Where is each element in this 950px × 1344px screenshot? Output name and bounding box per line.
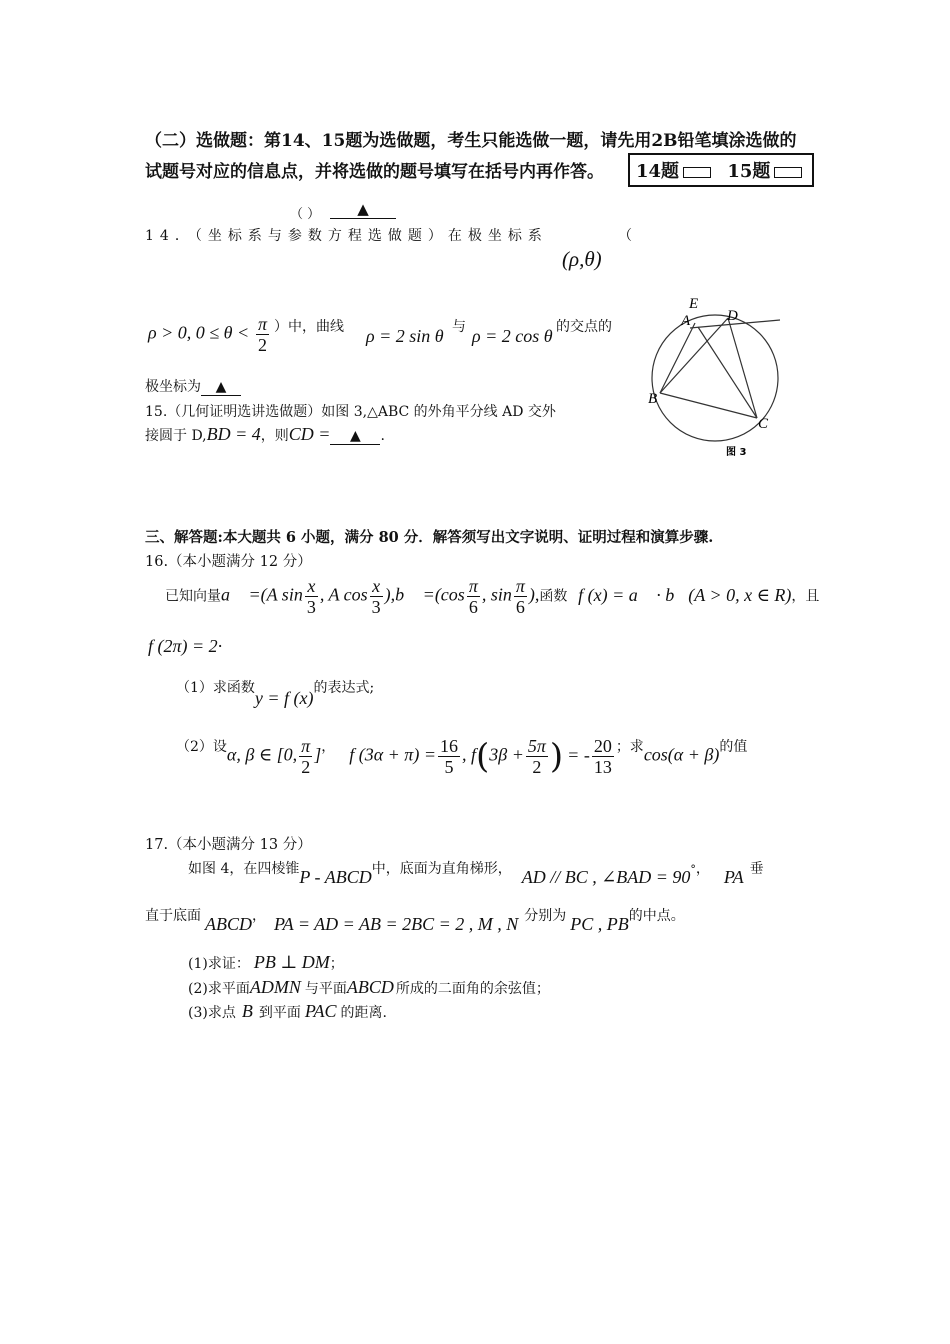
label-b: B xyxy=(648,391,658,407)
choice-paren: （ ） xyxy=(290,207,321,222)
q14-text-mid: ）中，曲线 xyxy=(274,319,344,335)
q17-lengths: PA = AD = AB = 2BC = 2 , M , N xyxy=(274,914,519,934)
q16-given-line xyxy=(165,576,819,617)
q16-p2-close: ] xyxy=(314,744,322,765)
q14-condition xyxy=(148,314,271,355)
q16-p1-label: （1）求函数 xyxy=(176,680,255,696)
q16-p2-pi-over-2 xyxy=(299,736,312,777)
label-a: A xyxy=(681,313,691,329)
q17-parallel: AD // BC , ∠BAD = 90 xyxy=(521,867,691,887)
q17-pcpb: PC , PB xyxy=(570,914,629,934)
line-bc xyxy=(660,393,757,418)
q14-open-paren: （ xyxy=(618,228,632,244)
choice-answer-blank[interactable] xyxy=(330,200,396,219)
q17-l1-pre: 如图 4，在四棱锥 xyxy=(188,861,300,877)
q14-two: 2 xyxy=(257,335,267,355)
triangle-icon: ▲ xyxy=(350,428,361,444)
q17-l2-pre: 直于底面 xyxy=(145,908,201,924)
q14-cond-expr: ρ > 0, 0 ≤ θ < xyxy=(148,322,250,343)
q16-six: 6 xyxy=(515,597,525,617)
q17-chui: 垂 xyxy=(749,861,764,877)
section2-line2: 试题号对应的信息点，并将选做的题号填写在括号内再作答。 xyxy=(145,162,604,182)
q16-20-over-13 xyxy=(592,736,614,777)
q14-answer-blank[interactable] xyxy=(201,379,241,396)
line-dc xyxy=(728,318,757,418)
q16-p2-label: （2）设 xyxy=(176,738,227,755)
q17-s3-b: B xyxy=(241,1001,253,1021)
q16-three: 3 xyxy=(306,597,316,617)
q14-curve2: ρ = 2 cos θ xyxy=(472,326,553,346)
q16-six: 6 xyxy=(468,597,478,617)
q16-a-mid: , A cos xyxy=(319,584,368,605)
q16-two: 2 xyxy=(532,757,542,777)
q16-close: ), xyxy=(528,584,540,605)
q15-answer-blank[interactable] xyxy=(330,428,380,445)
section2-line1: （二）选做题：第14、15题为选做题，考生只能选做一题，请先用2B铅笔填涂选做的 xyxy=(145,131,797,151)
q16-5pi-over-2 xyxy=(526,736,548,777)
q16-cos-ab: cos(α + β) xyxy=(643,744,720,765)
q17-abcd: ABCD xyxy=(205,914,252,934)
q17-title: 17.（本小题满分 13 分） xyxy=(145,837,312,853)
q15-bd: BD = 4 xyxy=(206,424,261,444)
q16-twenty: 20 xyxy=(593,736,612,756)
q17-s3-mid: 到平面 xyxy=(258,1005,301,1021)
figure-caption: 图 3 xyxy=(726,447,747,458)
q16-p1-expr: y = f (x) xyxy=(254,688,314,708)
q16-func: 函数 xyxy=(539,588,568,605)
q16-given: 已知向量 xyxy=(165,588,221,605)
q16-p2-comma: ， xyxy=(321,738,336,755)
q16-sixteen: 16 xyxy=(439,736,458,756)
q17-deg: ° xyxy=(690,863,696,876)
q16-eq-neg: = - xyxy=(567,744,590,765)
q14-curve1: ρ = 2 sin θ xyxy=(366,326,444,346)
q16-pi-over-6-b xyxy=(514,576,527,617)
q16-qiu: ；求 xyxy=(615,738,644,755)
q16-pi-over-6-a xyxy=(467,576,480,617)
q16-p1-end: 的表达式; xyxy=(313,680,375,696)
q16-x: x xyxy=(370,576,383,597)
q15-line2 xyxy=(145,424,385,445)
q17-pa: PA xyxy=(723,867,744,887)
q16-part2: （2）设α, β ∈ [0, $\frac{\pi}{2}$ ]， f (3α + π) = $\frac{16}{5}$ , f(3β + $\frac{5\pi}{2}$ ) = - $\frac{20}{13}$ ；求cos(α + β)的值 xyxy=(176,736,748,777)
q14-pi-over-2 xyxy=(256,314,269,355)
q14-with: 与 xyxy=(452,319,466,335)
q16-f-def: f (x) = a⃗ · b⃗(A > 0, x ∈ R) xyxy=(578,584,792,605)
q17-sub1 xyxy=(188,952,344,973)
q14-answer-prefix: 极坐标为 xyxy=(145,379,201,395)
triangle-icon: ▲ xyxy=(215,379,227,395)
q16-pi: π xyxy=(301,736,311,756)
triangle-icon: ▲ xyxy=(357,200,369,218)
q16-thirteen: 13 xyxy=(593,757,612,777)
q16-a-expr: a⃗ =(A sin xyxy=(221,584,303,605)
q15-cd: CD = xyxy=(288,424,331,444)
q17-s2-plane2: ABCD xyxy=(346,977,394,997)
q17-s2-plane1: ADMN xyxy=(249,977,301,997)
q17-s3-pre: (3)求点 xyxy=(188,1005,236,1021)
q16-two: 2 xyxy=(301,757,311,777)
q17-s1-pre: (1)求证： xyxy=(188,956,250,972)
q16-f2pi-expr: f (2π) = 2 xyxy=(148,636,218,656)
q16-x-over-3-a xyxy=(305,576,318,617)
line-bd xyxy=(660,318,728,393)
q17-s2-pre: (2)求平面 xyxy=(188,981,250,997)
q14-answer xyxy=(145,376,241,396)
q16-five-pi: 5π xyxy=(527,736,546,756)
choice-q15-label: 15题 xyxy=(727,161,771,182)
q17-s2-mid: 与平面 xyxy=(304,981,347,997)
line-ba-extended xyxy=(660,323,695,393)
q17-comma: ， xyxy=(695,861,710,877)
q17-sub3 xyxy=(188,1001,387,1022)
label-e: E xyxy=(689,296,699,312)
q16-three-beta: 3β + xyxy=(489,744,524,765)
q14-text-end: 的交点的 xyxy=(556,319,612,335)
q16-qie: ，且 xyxy=(791,588,820,605)
q15-then: ，则 xyxy=(260,428,289,444)
q16-x: x xyxy=(305,576,318,597)
figure-3-circle-diagram xyxy=(640,290,790,465)
q17-mid: 的中点。 xyxy=(628,908,685,924)
q16-sin: , sin xyxy=(481,584,512,605)
q15-line2-pre: 接圆于 D, xyxy=(145,428,207,444)
q16-pi: π xyxy=(468,576,478,596)
q17-pyramid: P - ABCD xyxy=(299,867,372,887)
section3-heading: 三、解答题:本大题共 6 小题，满分 80 分．解答须写出文字说明、证明过程和演算步骤. xyxy=(145,529,714,546)
choice-q14-label: 14题 xyxy=(636,161,680,182)
q16-title: 16.（本小题满分 12 分） xyxy=(145,554,312,570)
q17-line1 xyxy=(188,857,764,887)
q17-s1-expr: PB ⊥ DM xyxy=(253,952,330,972)
choice-q14-bubble[interactable] xyxy=(683,167,711,178)
q16-f3a: f (3α + π) = xyxy=(349,744,436,765)
q15-line1: 15.（几何证明选讲选做题）如图 3,△ABC 的外角平分线 AD 交外 xyxy=(145,404,556,420)
q17-line2 xyxy=(145,904,685,934)
q16-f3b-pre: , f xyxy=(461,744,476,765)
q16-three: 3 xyxy=(371,597,381,617)
q16-f2pi-dot: · xyxy=(217,636,223,656)
q17-s3-plane: PAC xyxy=(304,1001,337,1021)
q16-16-over-5 xyxy=(438,736,460,777)
q16-zhi: 的值 xyxy=(719,738,748,755)
label-c: C xyxy=(758,416,769,432)
q14-pi: π xyxy=(257,314,267,334)
q17-s2-end: 所成的二面角的余弦值； xyxy=(395,981,550,997)
q17-fenbie: 分别为 xyxy=(524,908,567,924)
choice-q15-bubble[interactable] xyxy=(774,167,802,178)
q15-period: . xyxy=(380,428,385,444)
q16-f2pi xyxy=(148,636,222,657)
q14-coord: (ρ,θ) xyxy=(562,247,602,271)
q16-b-expr: ),b⃗ =(cos xyxy=(384,584,465,605)
q17-l1-mid: 中，底面为直角梯形， xyxy=(371,861,512,877)
q17-sub2 xyxy=(188,977,550,998)
q14-label: 14．（坐标系与参数方程选做题）在极坐标系 xyxy=(145,228,548,244)
q17-s3-end: 的距离. xyxy=(340,1005,387,1021)
choice-box xyxy=(628,153,814,187)
q17-comma2: ， xyxy=(252,908,266,924)
q16-x-over-3-b xyxy=(370,576,383,617)
q16-five: 5 xyxy=(444,757,454,777)
label-d: D xyxy=(727,308,738,324)
q17-s1-end: ； xyxy=(329,956,344,972)
q16-p2-set: α, β ∈ [0, xyxy=(226,744,298,765)
q16-part1 xyxy=(176,676,375,708)
q16-pi: π xyxy=(515,576,525,596)
line-ac xyxy=(698,327,757,418)
